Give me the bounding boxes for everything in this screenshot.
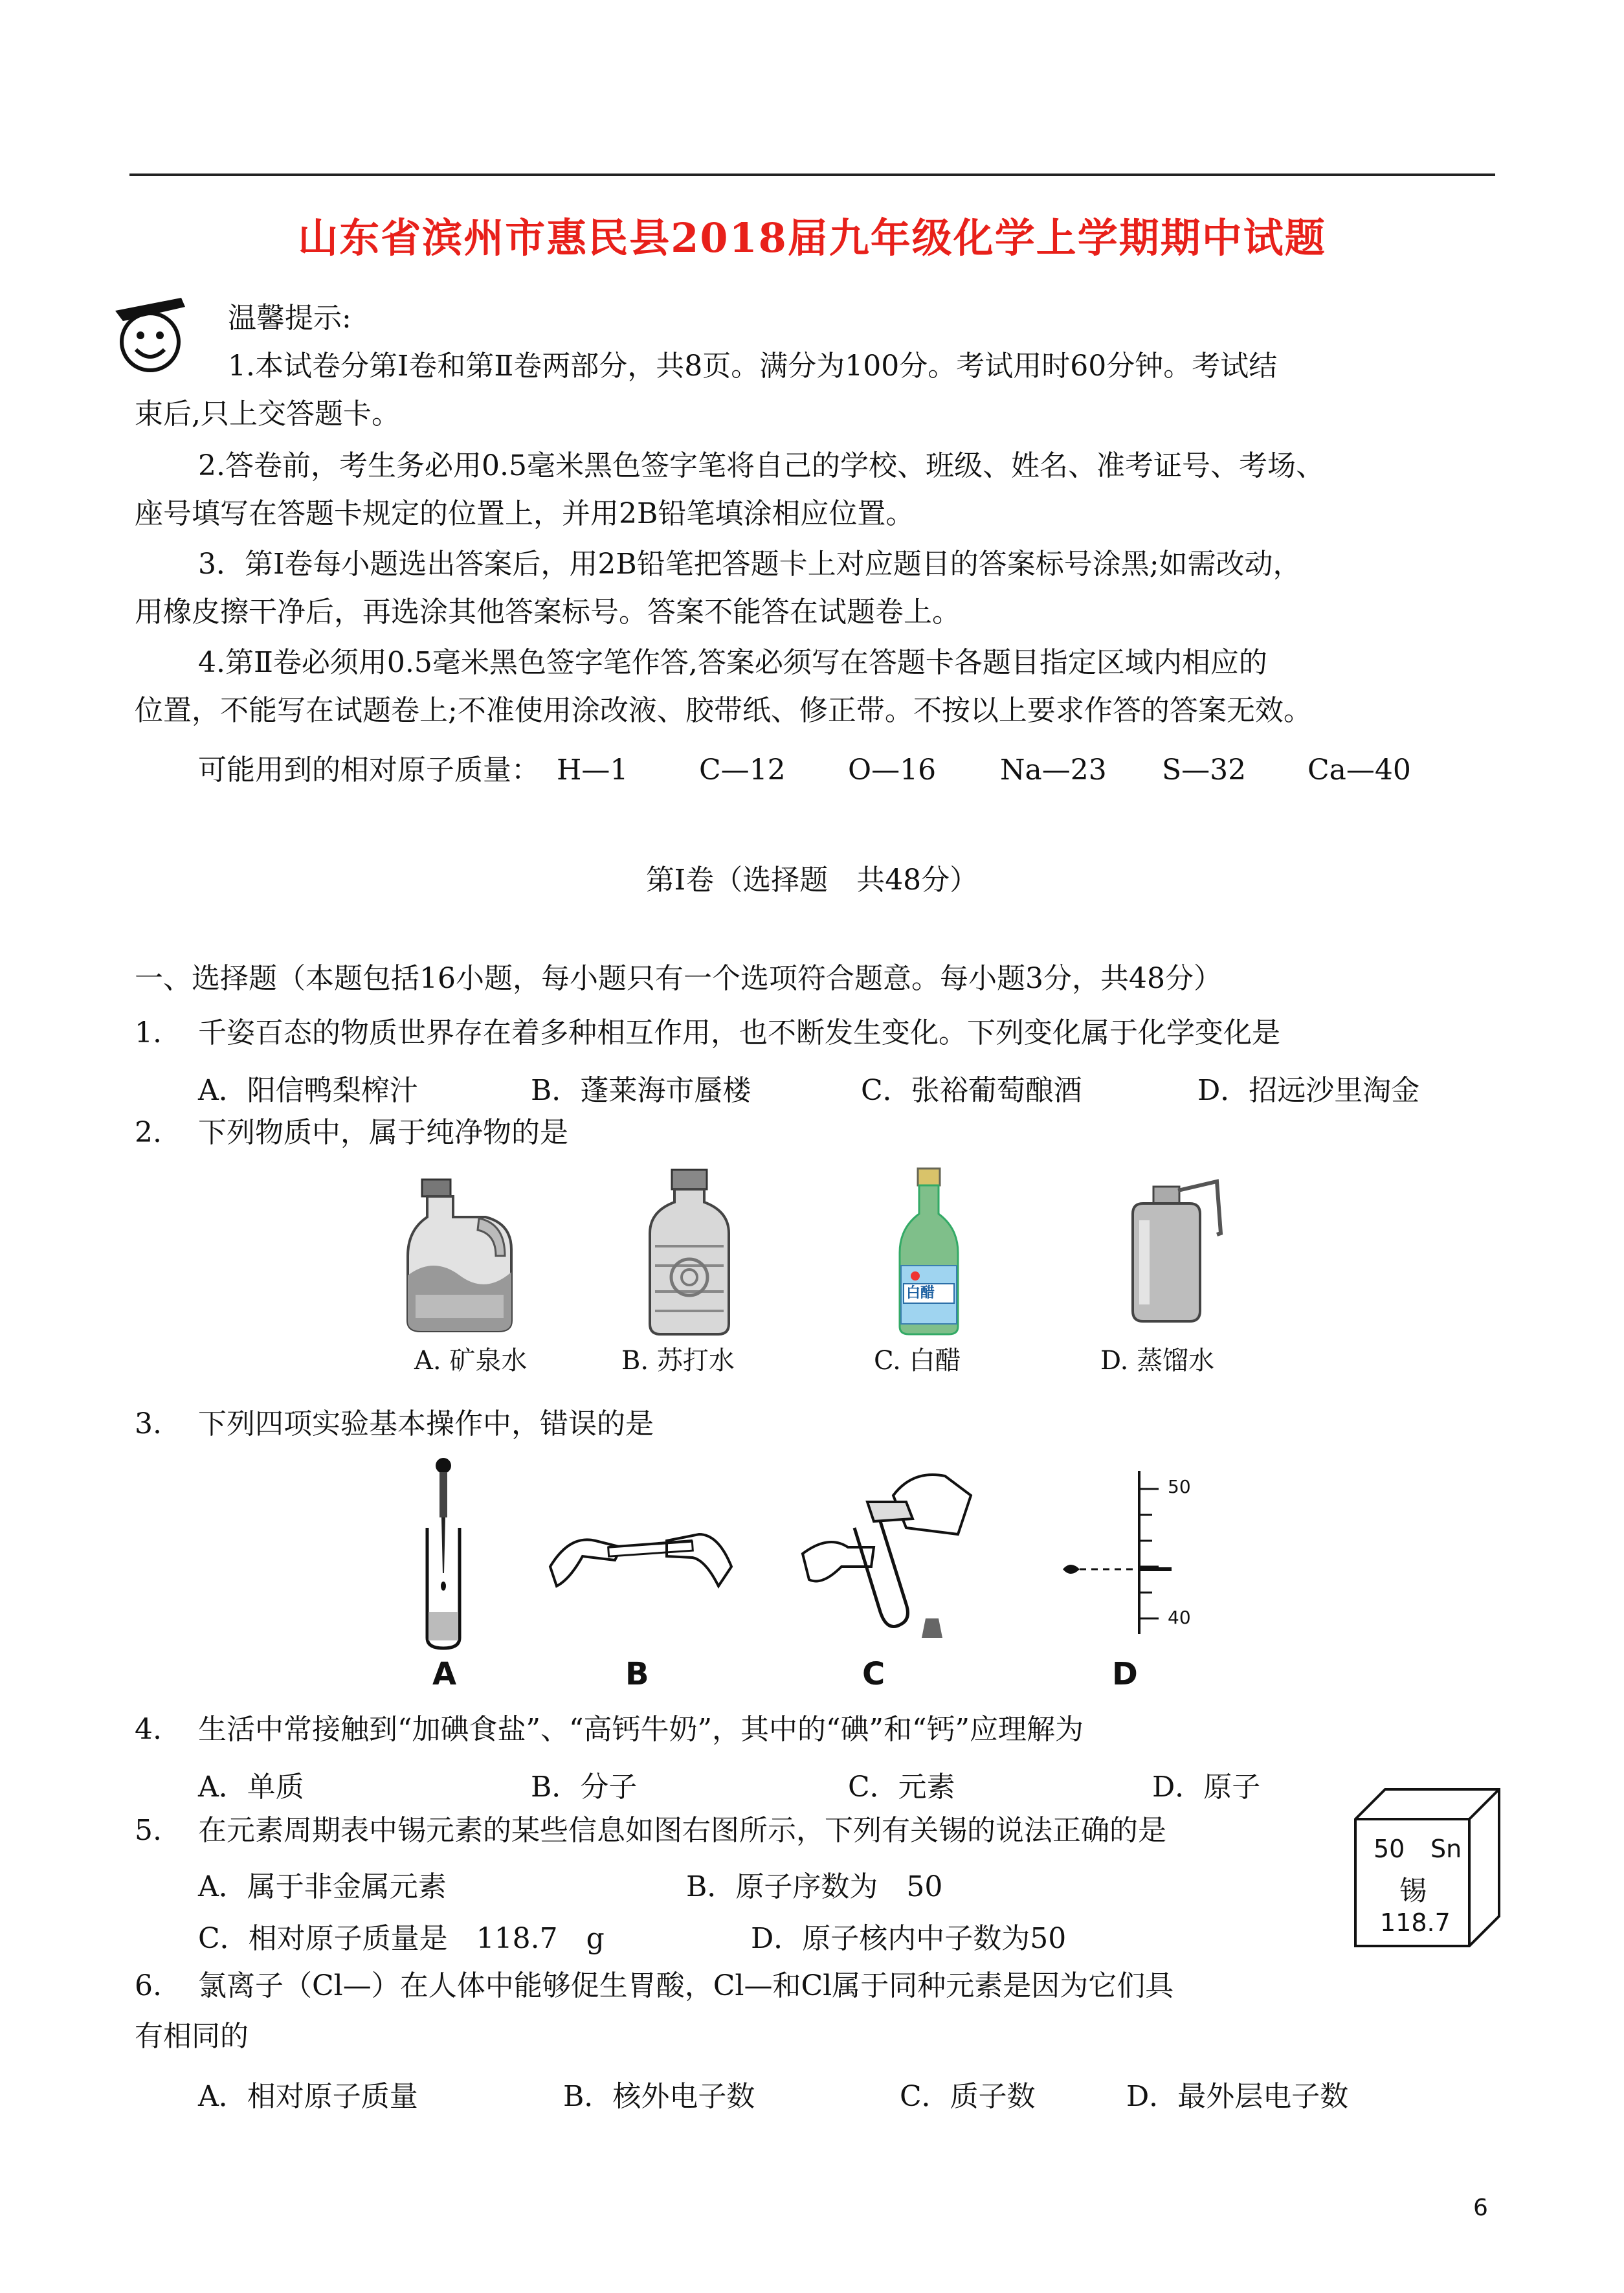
q5-option-a: A．属于非金属元素	[198, 1870, 447, 1903]
pouring-liquid-image	[796, 1457, 990, 1651]
section-intro: 一、选择题（本题包括16小题，每小题只有一个选项符合题意。每小题3分，共48分）	[135, 962, 1222, 995]
section-heading: 第Ⅰ卷（选择题 共48分）	[645, 864, 979, 897]
q3-letter-b: B	[625, 1656, 649, 1692]
tip-1-line-1: 1.本试卷分第Ⅰ卷和第Ⅱ卷两部分，共8页。满分为100分。考试用时60分钟。考试结	[228, 350, 1278, 383]
dropper-in-test-tube-image	[414, 1457, 473, 1651]
q2-caption-c: C. 白醋	[874, 1346, 961, 1376]
q6-option-b: B．核外电子数	[563, 2080, 755, 2113]
atomic-mass-na: Na—23	[1000, 754, 1107, 787]
q2-number: 2.	[135, 1116, 162, 1149]
cylinder-mark-50: 50	[1168, 1476, 1191, 1497]
white-vinegar-bottle-image	[893, 1169, 964, 1337]
q5-option-c: C．相对原子质量是 118.7 g	[198, 1922, 605, 1955]
q6-option-c: C．质子数	[900, 2080, 1036, 2113]
atomic-mass-c: C—12	[699, 754, 786, 787]
distilled-water-wash-bottle-image	[1120, 1175, 1230, 1324]
atomic-mass-o: O—16	[848, 754, 937, 787]
q1-number: 1.	[135, 1016, 162, 1049]
tips-heading: 温馨提示:	[228, 302, 351, 335]
q6-option-d: D．最外层电子数	[1126, 2080, 1349, 2113]
q2-caption-a: A. 矿泉水	[414, 1346, 528, 1376]
q3-number: 3.	[135, 1407, 162, 1440]
vinegar-bottle-label: 白醋	[906, 1284, 935, 1301]
header-rule	[129, 173, 1495, 176]
q5-stem: 在元素周期表中锡元素的某些信息如图右图所示，下列有关锡的说法正确的是	[198, 1814, 1166, 1847]
smiley-student-icon	[104, 285, 201, 382]
q5-option-d: D．原子核内中子数为50	[751, 1922, 1067, 1955]
q1-option-c: C．张裕葡萄酿酒	[861, 1074, 1082, 1107]
q1-option-d: D．招远沙里淘金	[1197, 1074, 1420, 1107]
q4-option-a: A．单质	[198, 1771, 304, 1804]
tip-2-line-2: 座号填写在答题卡规定的位置上，并用2B铅笔填涂相应位置。	[135, 497, 915, 530]
q1-stem: 千姿百态的物质世界存在着多种相互作用，也不断发生变化。下列变化属于化学变化是	[198, 1016, 1280, 1049]
tin-name: 锡	[1399, 1875, 1427, 1907]
cylinder-mark-40: 40	[1168, 1607, 1191, 1628]
q5-option-b: B．原子序数为 50	[686, 1870, 943, 1903]
q4-option-c: C．元素	[848, 1771, 955, 1804]
tip-2-line-1: 2.答卷前，考生务必用0.5毫米黑色签字笔将自己的学校、班级、姓名、准考证号、考场、	[198, 449, 1324, 482]
tin-atomic-number: 50	[1374, 1835, 1405, 1863]
tip-1-line-2: 束后,只上交答题卡。	[135, 397, 400, 431]
q6-stem-line-1: 氯离子（Cl—）在人体中能够促生胃酸，Cl—和Cl属于同种元素是因为它们具	[198, 1969, 1174, 2002]
q3-letter-d: D	[1112, 1656, 1138, 1692]
mineral-water-jug-image	[401, 1178, 518, 1334]
heating-test-tube-hands-image	[544, 1508, 738, 1605]
atomic-mass-s: S—32	[1162, 754, 1247, 787]
atomic-mass-label: 可能用到的相对原子质量：	[198, 754, 540, 787]
tip-3-line-2: 用橡皮擦干净后，再选涂其他答案标号。答案不能答在试题卷上。	[135, 596, 961, 629]
tin-atomic-mass: 118.7	[1380, 1908, 1451, 1937]
page-title: 山东省滨州市惠民县2018届九年级化学上学期期中试题	[298, 214, 1326, 262]
q1-option-a: A．阳信鸭梨榨汁	[198, 1074, 418, 1107]
q4-option-d: D．原子	[1152, 1771, 1261, 1804]
q6-option-a: A．相对原子质量	[198, 2080, 418, 2113]
soda-water-bottle-image	[641, 1169, 738, 1337]
q4-number: 4.	[135, 1713, 162, 1746]
tin-symbol: Sn	[1430, 1835, 1462, 1863]
atomic-mass-h: H—1	[557, 754, 628, 787]
q6-number: 6.	[135, 1969, 162, 2002]
q2-stem: 下列物质中，属于纯净物的是	[198, 1116, 568, 1149]
q6-stem-line-2: 有相同的	[135, 2020, 249, 2053]
q3-letter-a: A	[432, 1656, 457, 1692]
page-number: 6	[1473, 2195, 1488, 2221]
q1-option-b: B．蓬莱海市蜃楼	[531, 1074, 751, 1107]
atomic-mass-ca: Ca—40	[1307, 754, 1411, 787]
q5-number: 5.	[135, 1814, 162, 1847]
q2-caption-d: D. 蒸馏水	[1100, 1346, 1215, 1376]
q4-option-b: B．分子	[531, 1771, 638, 1804]
q2-caption-b: B. 苏打水	[621, 1346, 735, 1376]
tip-3-line-1: 3．第Ⅰ卷每小题选出答案后，用2B铅笔把答题卡上对应题目的答案标号涂黑;如需改动，	[198, 548, 1302, 581]
q3-letter-c: C	[862, 1656, 885, 1692]
tip-4-line-1: 4.第Ⅱ卷必须用0.5毫米黑色签字笔作答,答案必须写在答题卡各题目指定区域内相应的	[198, 646, 1267, 679]
q4-stem: 生活中常接触到“加碘食盐”、“高钙牛奶”，其中的“碘”和“钙”应理解为	[198, 1713, 1084, 1746]
tip-4-line-2: 位置，不能写在试题卷上;不准使用涂改液、胶带纸、修正带。不按以上要求作答的答案无效。	[135, 694, 1312, 727]
q3-stem: 下列四项实验基本操作中，错误的是	[198, 1407, 654, 1440]
